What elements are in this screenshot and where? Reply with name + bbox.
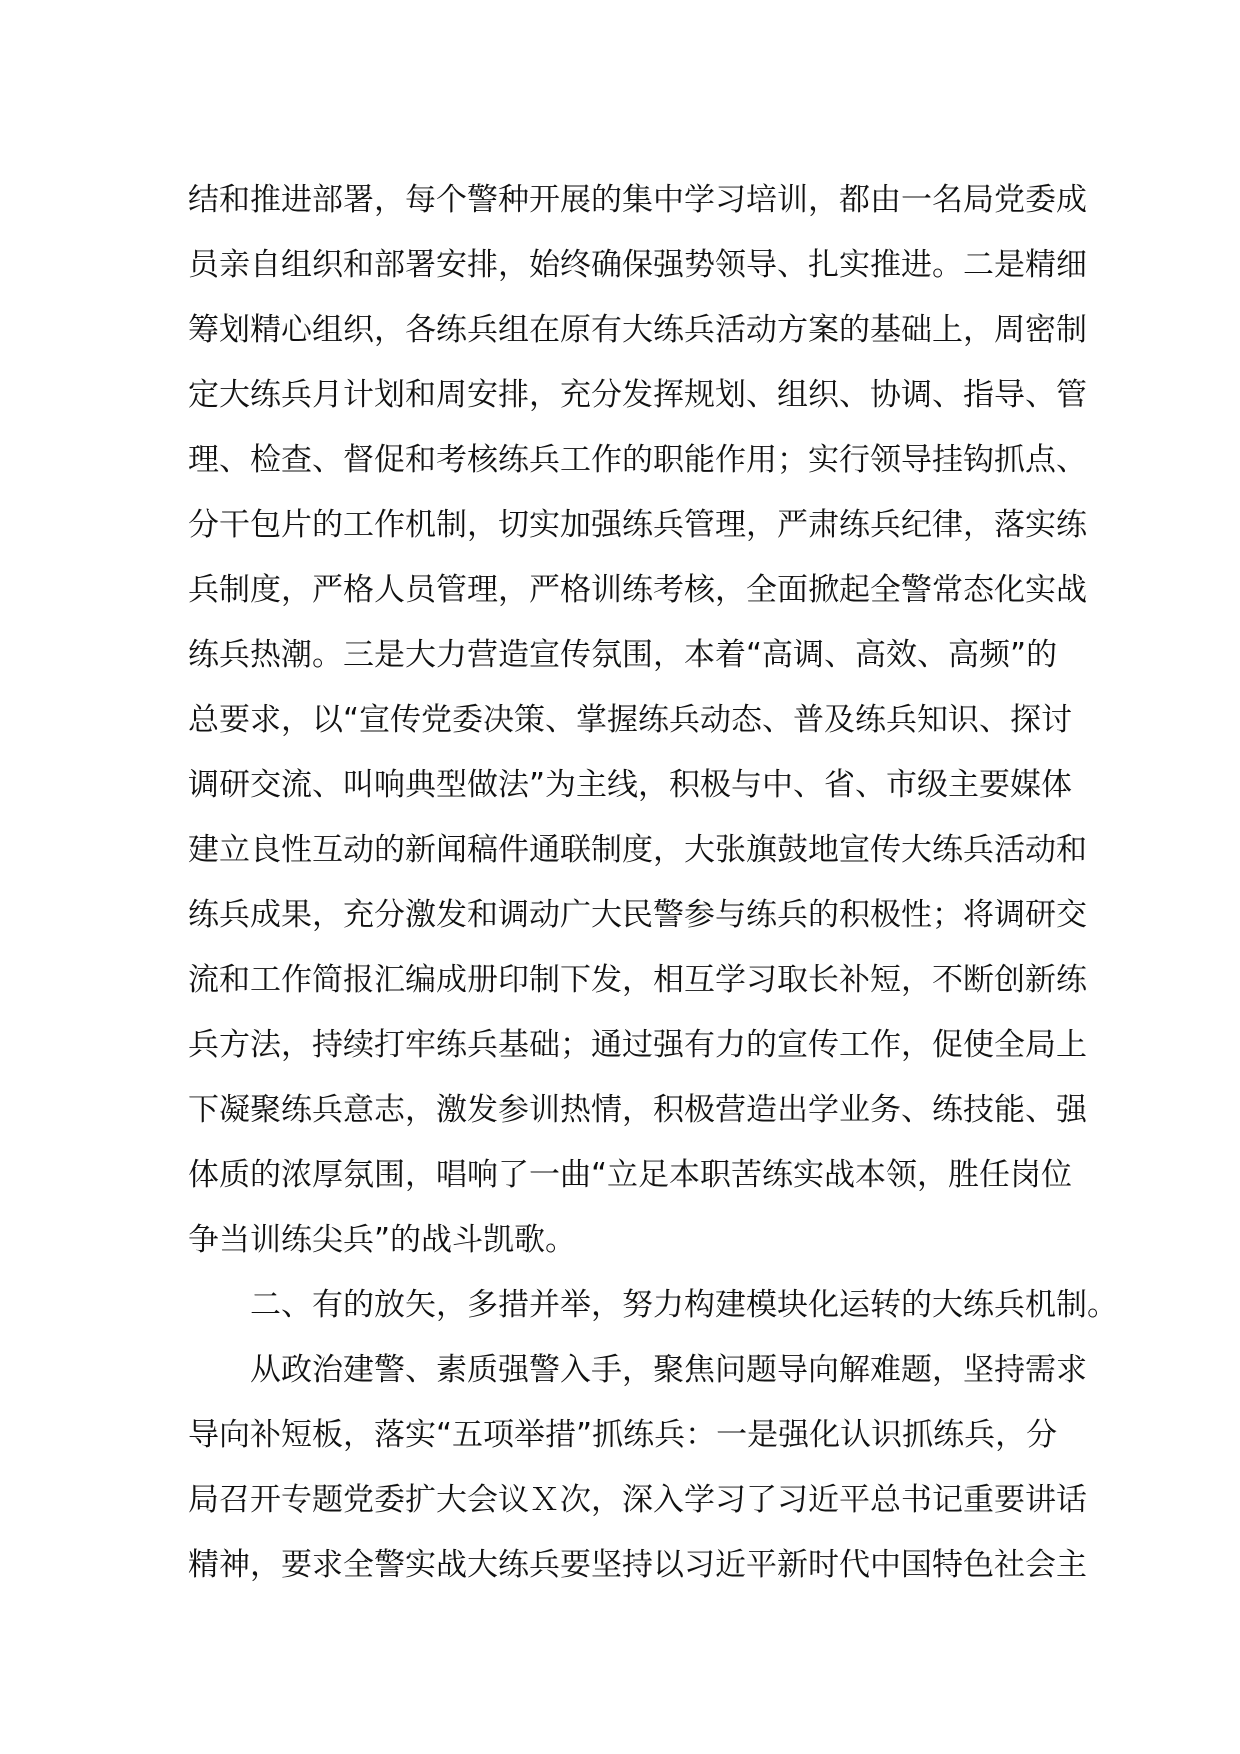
text-line: 调研交流、叫响典型做法”为主线，积极与中、省、市级主要媒体 xyxy=(188,767,1073,803)
text-line: 流和工作简报汇编成册印制下发，相互学习取长补短，不断创新练 xyxy=(188,962,1087,998)
text-line: 理、检查、督促和考核练兵工作的职能作用；实行领导挂钩抓点、 xyxy=(188,442,1087,478)
text-line: 建立良性互动的新闻稿件通联制度，大张旗鼓地宣传大练兵活动和 xyxy=(188,832,1087,868)
text-line: 练兵成果，充分激发和调动广大民警参与练兵的积极性；将调研交 xyxy=(188,897,1087,933)
text-line: 争当训练尖兵”的战斗凯歌。 xyxy=(188,1222,577,1258)
text-line: 结和推进部署，每个警种开展的集中学习培训，都由一名局党委成 xyxy=(188,182,1087,218)
text-line: 导向补短板，落实“五项举措”抓练兵：一是强化认识抓练兵，分 xyxy=(188,1417,1058,1453)
text-line: 兵方法，持续打牢练兵基础；通过强有力的宣传工作，促使全局上 xyxy=(188,1027,1087,1063)
text-line: 体质的浓厚氛围，唱响了一曲“立足本职苦练实战本领，胜任岗位 xyxy=(188,1157,1073,1193)
text-line: 精神，要求全警实战大练兵要坚持以习近平新时代中国特色社会主 xyxy=(188,1547,1087,1583)
text-line: 练兵热潮。三是大力营造宣传氛围，本着“高调、高效、高频”的 xyxy=(188,637,1058,673)
text-line: 下凝聚练兵意志，激发参训热情，积极营造出学业务、练技能、强 xyxy=(188,1092,1087,1128)
text-line: 分干包片的工作机制，切实加强练兵管理，严肃练兵纪律，落实练 xyxy=(188,507,1087,543)
section-heading: 二、有的放矢，多措并举，努力构建模块化运转的大练兵机制。 xyxy=(250,1287,1118,1323)
text-line: 兵制度，严格人员管理，严格训练考核，全面掀起全警常态化实战 xyxy=(188,572,1087,608)
paragraph-start: 从政治建警、素质强警入手，聚焦问题导向解难题，坚持需求 xyxy=(250,1352,1087,1388)
text-line: 总要求，以“宣传党委决策、掌握练兵动态、普及练兵知识、探讨 xyxy=(188,702,1073,738)
body-text xyxy=(188,168,1118,1598)
text-line: 员亲自组织和部署安排，始终确保强势领导、扎实推进。二是精细 xyxy=(188,247,1087,283)
text-line: 局召开专题党委扩大会议Ｘ次，深入学习了习近平总书记重要讲话 xyxy=(188,1482,1087,1518)
text-line: 筹划精心组织，各练兵组在原有大练兵活动方案的基础上，周密制 xyxy=(188,312,1087,348)
text-line: 定大练兵月计划和周安排，充分发挥规划、组织、协调、指导、管 xyxy=(188,377,1087,413)
